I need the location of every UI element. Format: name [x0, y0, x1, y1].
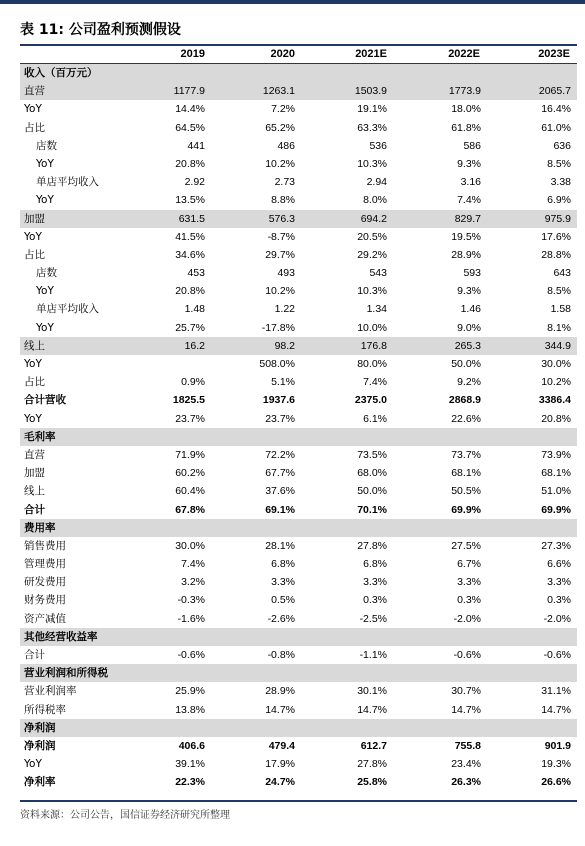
- table-row: [20, 264, 577, 282]
- table-cell: 20.8%: [541, 412, 571, 425]
- table-cell: 493: [277, 267, 295, 280]
- table-cell: 3.3%: [271, 576, 295, 589]
- table-cell: 10.2%: [541, 376, 571, 389]
- table-cell: 68.0%: [357, 467, 387, 480]
- table-row: [20, 737, 577, 755]
- table-row: [20, 755, 577, 773]
- table-cell: 34.6%: [175, 248, 205, 261]
- table-row: [20, 464, 577, 482]
- table-cell: 3.2%: [181, 576, 205, 589]
- column-header-row: [20, 46, 577, 63]
- table-cell: 26.3%: [451, 776, 481, 789]
- table-cell: 2.73: [274, 176, 295, 189]
- table-cell: 7.4%: [363, 376, 387, 389]
- table-cell: 19.5%: [451, 230, 481, 243]
- row-label: 单店平均收入: [36, 303, 99, 316]
- row-label: 店数: [36, 267, 57, 280]
- table-cell: 576.3: [268, 212, 295, 225]
- table-cell: 28.8%: [541, 248, 571, 261]
- table-row: [20, 319, 577, 337]
- table-cell: 7.2%: [271, 103, 295, 116]
- row-label: 净利润: [24, 721, 56, 734]
- table-cell: 7.4%: [457, 194, 481, 207]
- forecast-table-body: [20, 64, 577, 792]
- table-cell: 10.3%: [357, 285, 387, 298]
- row-label: YoY: [24, 103, 42, 116]
- table-cell: 50.0%: [357, 485, 387, 498]
- table-cell: 30.0%: [541, 358, 571, 370]
- table-cell: 64.5%: [175, 121, 205, 134]
- table-row: [20, 391, 577, 409]
- row-label: 线上: [24, 339, 45, 352]
- section-header-row: [20, 519, 577, 537]
- table-cell: 30.7%: [451, 685, 481, 698]
- table-row: [20, 555, 577, 573]
- row-label: 直营: [24, 448, 45, 461]
- row-label: 营业利润和所得税: [24, 667, 108, 680]
- table-cell: 2375.0: [354, 394, 387, 407]
- table-cell: 612.7: [360, 739, 387, 752]
- section-header-row: [20, 719, 577, 737]
- row-label: 占比: [24, 248, 45, 261]
- table-cell: 975.9: [544, 212, 571, 225]
- table-cell: 8.5%: [547, 157, 571, 170]
- table-cell: 70.1%: [357, 503, 387, 516]
- table-cell: 0.3%: [547, 594, 571, 607]
- table-cell: 1503.9: [354, 85, 387, 98]
- table-cell: 13.8%: [175, 703, 205, 716]
- table-cell: 20.8%: [175, 285, 205, 298]
- table-cell: 26.6%: [541, 776, 571, 789]
- table-cell: 73.7%: [451, 448, 481, 461]
- row-label: 营业利润率: [24, 685, 77, 698]
- table-cell: -2.6%: [267, 612, 295, 625]
- row-label: 合计营收: [24, 394, 66, 407]
- table-row: [20, 573, 577, 591]
- table-cell: 61.0%: [541, 121, 571, 134]
- table-cell: 27.3%: [541, 539, 571, 552]
- table-cell: 13.5%: [175, 194, 205, 207]
- table-cell: 1.48: [184, 303, 205, 316]
- row-label: 财务费用: [24, 594, 66, 607]
- table-cell: 50.0%: [451, 358, 481, 370]
- table-cell: 6.9%: [547, 194, 571, 207]
- table-cell: 63.3%: [357, 121, 387, 134]
- table-row: [20, 155, 577, 173]
- table-cell: 22.6%: [451, 412, 481, 425]
- section-header-row: [20, 64, 577, 82]
- table-cell: 2868.9: [448, 394, 481, 407]
- table-cell: 6.1%: [363, 412, 387, 425]
- column-header: 2021E: [355, 48, 387, 60]
- table-cell: 14.7%: [357, 703, 387, 716]
- table-cell: -8.7%: [267, 230, 295, 243]
- table-cell: 10.2%: [265, 157, 295, 170]
- table-cell: 98.2: [274, 339, 295, 352]
- table-row: [20, 501, 577, 519]
- table-cell: 68.1%: [541, 467, 571, 480]
- row-label: 线上: [24, 485, 45, 498]
- table-cell: 73.9%: [541, 448, 571, 461]
- row-label: 销售费用: [24, 539, 66, 552]
- table-cell: 344.9: [544, 339, 571, 352]
- table-cell: 61.8%: [451, 121, 481, 134]
- table-cell: 51.0%: [541, 485, 571, 498]
- row-label: 管理费用: [24, 558, 66, 571]
- table-cell: 829.7: [454, 212, 481, 225]
- table-cell: 27.5%: [451, 539, 481, 552]
- table-cell: 25.7%: [175, 321, 205, 334]
- table-row: [20, 537, 577, 555]
- table-cell: 41.5%: [175, 230, 205, 243]
- table-cell: 265.3: [454, 339, 481, 352]
- section-header-row: [20, 664, 577, 682]
- table-cell: 6.7%: [457, 558, 481, 571]
- table-cell: -0.6%: [453, 649, 481, 661]
- column-header: 2023E: [538, 48, 570, 60]
- table-cell: 8.5%: [547, 285, 571, 298]
- row-label: YoY: [36, 194, 54, 207]
- table-cell: 901.9: [544, 739, 571, 752]
- table-row: [20, 446, 577, 464]
- table-cell: 1263.1: [262, 85, 295, 98]
- table-cell: 50.5%: [451, 485, 481, 498]
- table-cell: 23.4%: [451, 758, 481, 771]
- table-row: [20, 373, 577, 391]
- table-cell: 14.7%: [451, 703, 481, 716]
- table-cell: 0.5%: [271, 594, 295, 607]
- table-cell: 23.7%: [175, 412, 205, 425]
- table-cell: -0.6%: [543, 649, 571, 661]
- table-cell: 5.1%: [271, 376, 295, 389]
- row-label: 其他经营收益率: [24, 630, 98, 643]
- row-label: 研发费用: [24, 576, 66, 589]
- row-label: 占比: [24, 121, 45, 134]
- table-cell: 16.2: [184, 339, 205, 352]
- column-header: 2019: [180, 48, 205, 60]
- table-cell: 1.22: [274, 303, 295, 316]
- table-cell: 71.9%: [175, 448, 205, 461]
- table-cell: 1177.9: [173, 85, 205, 98]
- table-cell: 3.3%: [547, 576, 571, 589]
- source-note: 资料来源：公司公告，国信证券经济研究所整理: [20, 810, 230, 821]
- table-cell: 479.4: [268, 739, 295, 752]
- row-label: 占比: [24, 376, 45, 389]
- table-cell: 67.8%: [175, 503, 205, 516]
- table-cell: 30.1%: [357, 685, 387, 698]
- table-cell: 6.8%: [271, 558, 295, 571]
- row-label: YoY: [24, 412, 42, 425]
- table-cell: 25.8%: [357, 776, 387, 789]
- table-cell: 2.94: [366, 176, 387, 189]
- table-cell: 543: [369, 267, 387, 280]
- table-cell: 643: [553, 267, 571, 280]
- table-cell: 67.7%: [265, 467, 295, 480]
- table-cell: 0.3%: [457, 594, 481, 607]
- table-cell: 10.3%: [357, 157, 387, 170]
- table-cell: 453: [187, 267, 205, 280]
- row-label: YoY: [36, 157, 54, 170]
- row-label: 单店平均收入: [36, 176, 99, 189]
- table-title: 表 11: 公司盈利预测假设: [20, 22, 181, 38]
- table-row: [20, 337, 577, 355]
- table-cell: 486: [277, 139, 295, 152]
- table-row: [20, 773, 577, 791]
- table-cell: 9.3%: [457, 157, 481, 170]
- table-cell: 19.3%: [541, 758, 571, 771]
- table-cell: 636: [553, 139, 571, 152]
- table-cell: 755.8: [454, 739, 481, 752]
- table-cell: 1.46: [460, 303, 481, 316]
- table-cell: 9.0%: [457, 321, 481, 334]
- table-cell: 0.3%: [363, 594, 387, 607]
- row-label: YoY: [24, 758, 42, 771]
- row-label: 合计: [24, 503, 45, 516]
- table-bottom-divider: [20, 800, 577, 802]
- table-cell: 631.5: [178, 212, 205, 225]
- table-cell: 441: [187, 139, 205, 152]
- table-cell: 14.7%: [265, 703, 295, 716]
- table-cell: 406.6: [178, 739, 205, 752]
- table-cell: 27.8%: [357, 539, 387, 552]
- table-cell: -1.6%: [177, 612, 205, 625]
- table-cell: 1825.5: [172, 394, 205, 407]
- table-row: [20, 137, 577, 155]
- table-cell: 28.1%: [265, 539, 295, 552]
- table-cell: 17.6%: [541, 230, 571, 243]
- table-cell: -2.0%: [453, 612, 481, 625]
- table-cell: 19.1%: [357, 103, 387, 116]
- row-label: 加盟: [24, 467, 45, 480]
- table-cell: 69.1%: [265, 503, 295, 516]
- table-cell: -0.3%: [177, 594, 205, 607]
- row-label: 费用率: [24, 521, 56, 534]
- table-cell: 68.1%: [451, 467, 481, 480]
- table-cell: 8.1%: [547, 321, 571, 334]
- table-cell: 31.1%: [541, 685, 571, 698]
- table-cell: 73.5%: [357, 448, 387, 461]
- table-cell: 3386.4: [538, 394, 571, 407]
- table-cell: 29.7%: [265, 248, 295, 261]
- row-label: 净利率: [24, 776, 56, 789]
- table-cell: -2.0%: [543, 612, 571, 625]
- table-cell: -17.8%: [261, 321, 295, 334]
- table-cell: 176.8: [360, 339, 387, 352]
- table-cell: 65.2%: [265, 121, 295, 134]
- row-label: YoY: [24, 358, 42, 370]
- table-cell: 6.6%: [547, 558, 571, 571]
- table-row: [20, 610, 577, 628]
- table-row: [20, 191, 577, 209]
- table-cell: 22.3%: [175, 776, 205, 789]
- row-label: 加盟: [24, 212, 45, 225]
- column-header: 2020: [270, 48, 295, 60]
- table-cell: 586: [463, 139, 481, 152]
- row-label: 净利润: [24, 739, 56, 752]
- table-cell: 69.9%: [451, 503, 481, 516]
- table-cell: 3.3%: [457, 576, 481, 589]
- table-cell: 0.9%: [181, 376, 205, 389]
- table-cell: 25.9%: [175, 685, 205, 698]
- table-row: [20, 482, 577, 500]
- row-label: 合计: [24, 649, 45, 661]
- table-row: [20, 701, 577, 719]
- table-cell: 10.2%: [265, 285, 295, 298]
- table-cell: 1773.9: [448, 85, 481, 98]
- table-cell: -0.6%: [177, 649, 205, 661]
- table-row: [20, 100, 577, 118]
- table-row: [20, 173, 577, 191]
- row-label: 店数: [36, 139, 57, 152]
- table-row: [20, 246, 577, 264]
- table-row: [20, 355, 577, 373]
- table-cell: 3.3%: [363, 576, 387, 589]
- table-row: [20, 300, 577, 318]
- row-label: 直营: [24, 85, 45, 98]
- table-cell: 24.7%: [265, 776, 295, 789]
- table-cell: 60.4%: [175, 485, 205, 498]
- table-row: [20, 210, 577, 228]
- table-cell: 20.8%: [175, 157, 205, 170]
- row-label: 毛利率: [24, 430, 56, 443]
- table-row: [20, 591, 577, 609]
- table-cell: 30.0%: [175, 539, 205, 552]
- table-cell: 6.8%: [363, 558, 387, 571]
- table-cell: 29.2%: [357, 248, 387, 261]
- table-cell: 23.7%: [265, 412, 295, 425]
- table-row: [20, 682, 577, 700]
- section-header-row: [20, 428, 577, 446]
- table-cell: 20.5%: [357, 230, 387, 243]
- table-cell: 10.0%: [357, 321, 387, 334]
- table-cell: 69.9%: [541, 503, 571, 516]
- table-cell: 28.9%: [451, 248, 481, 261]
- table-row: [20, 82, 577, 100]
- row-label: 资产减值: [24, 612, 66, 625]
- table-cell: 18.0%: [451, 103, 481, 116]
- table-cell: 7.4%: [181, 558, 205, 571]
- table-cell: 3.16: [460, 176, 481, 189]
- table-cell: 593: [463, 267, 481, 280]
- table-cell: 80.0%: [357, 358, 387, 370]
- table-cell: 8.0%: [363, 194, 387, 207]
- table-row: [20, 119, 577, 137]
- table-cell: 14.7%: [541, 703, 571, 716]
- table-cell: 2065.7: [538, 85, 571, 98]
- table-row: [20, 228, 577, 246]
- section-header-row: [20, 628, 577, 646]
- table-cell: 17.9%: [265, 758, 295, 771]
- table-cell: -0.8%: [267, 649, 295, 661]
- table-row: [20, 646, 577, 664]
- row-label: 收入（百万元）: [24, 67, 98, 79]
- table-row: [20, 410, 577, 428]
- table-cell: 39.1%: [175, 758, 205, 771]
- table-cell: 1.58: [550, 303, 571, 316]
- table-cell: 1.34: [366, 303, 387, 316]
- table-cell: -1.1%: [359, 649, 387, 661]
- table-cell: 9.3%: [457, 285, 481, 298]
- table-cell: 28.9%: [265, 685, 295, 698]
- table-cell: 37.6%: [265, 485, 295, 498]
- table-cell: 16.4%: [541, 103, 571, 116]
- table-cell: 27.8%: [357, 758, 387, 771]
- top-accent-bar: [0, 0, 585, 4]
- column-header: 2022E: [448, 48, 480, 60]
- table-cell: 2.92: [184, 176, 205, 189]
- table-cell: 8.8%: [271, 194, 295, 207]
- table-cell: 14.4%: [175, 103, 205, 116]
- table-cell: 3.38: [550, 176, 571, 189]
- row-label: 所得税率: [24, 703, 66, 716]
- table-cell: 536: [369, 139, 387, 152]
- table-cell: 9.2%: [457, 376, 481, 389]
- table-cell: 1937.6: [262, 394, 295, 407]
- table-cell: 60.2%: [175, 467, 205, 480]
- table-cell: -2.5%: [359, 612, 387, 625]
- row-label: YoY: [36, 285, 54, 298]
- table-cell: 694.2: [360, 212, 387, 225]
- table-cell: 508.0%: [259, 358, 295, 370]
- row-label: YoY: [24, 230, 42, 243]
- table-row: [20, 282, 577, 300]
- table-cell: 72.2%: [265, 448, 295, 461]
- row-label: YoY: [36, 321, 54, 334]
